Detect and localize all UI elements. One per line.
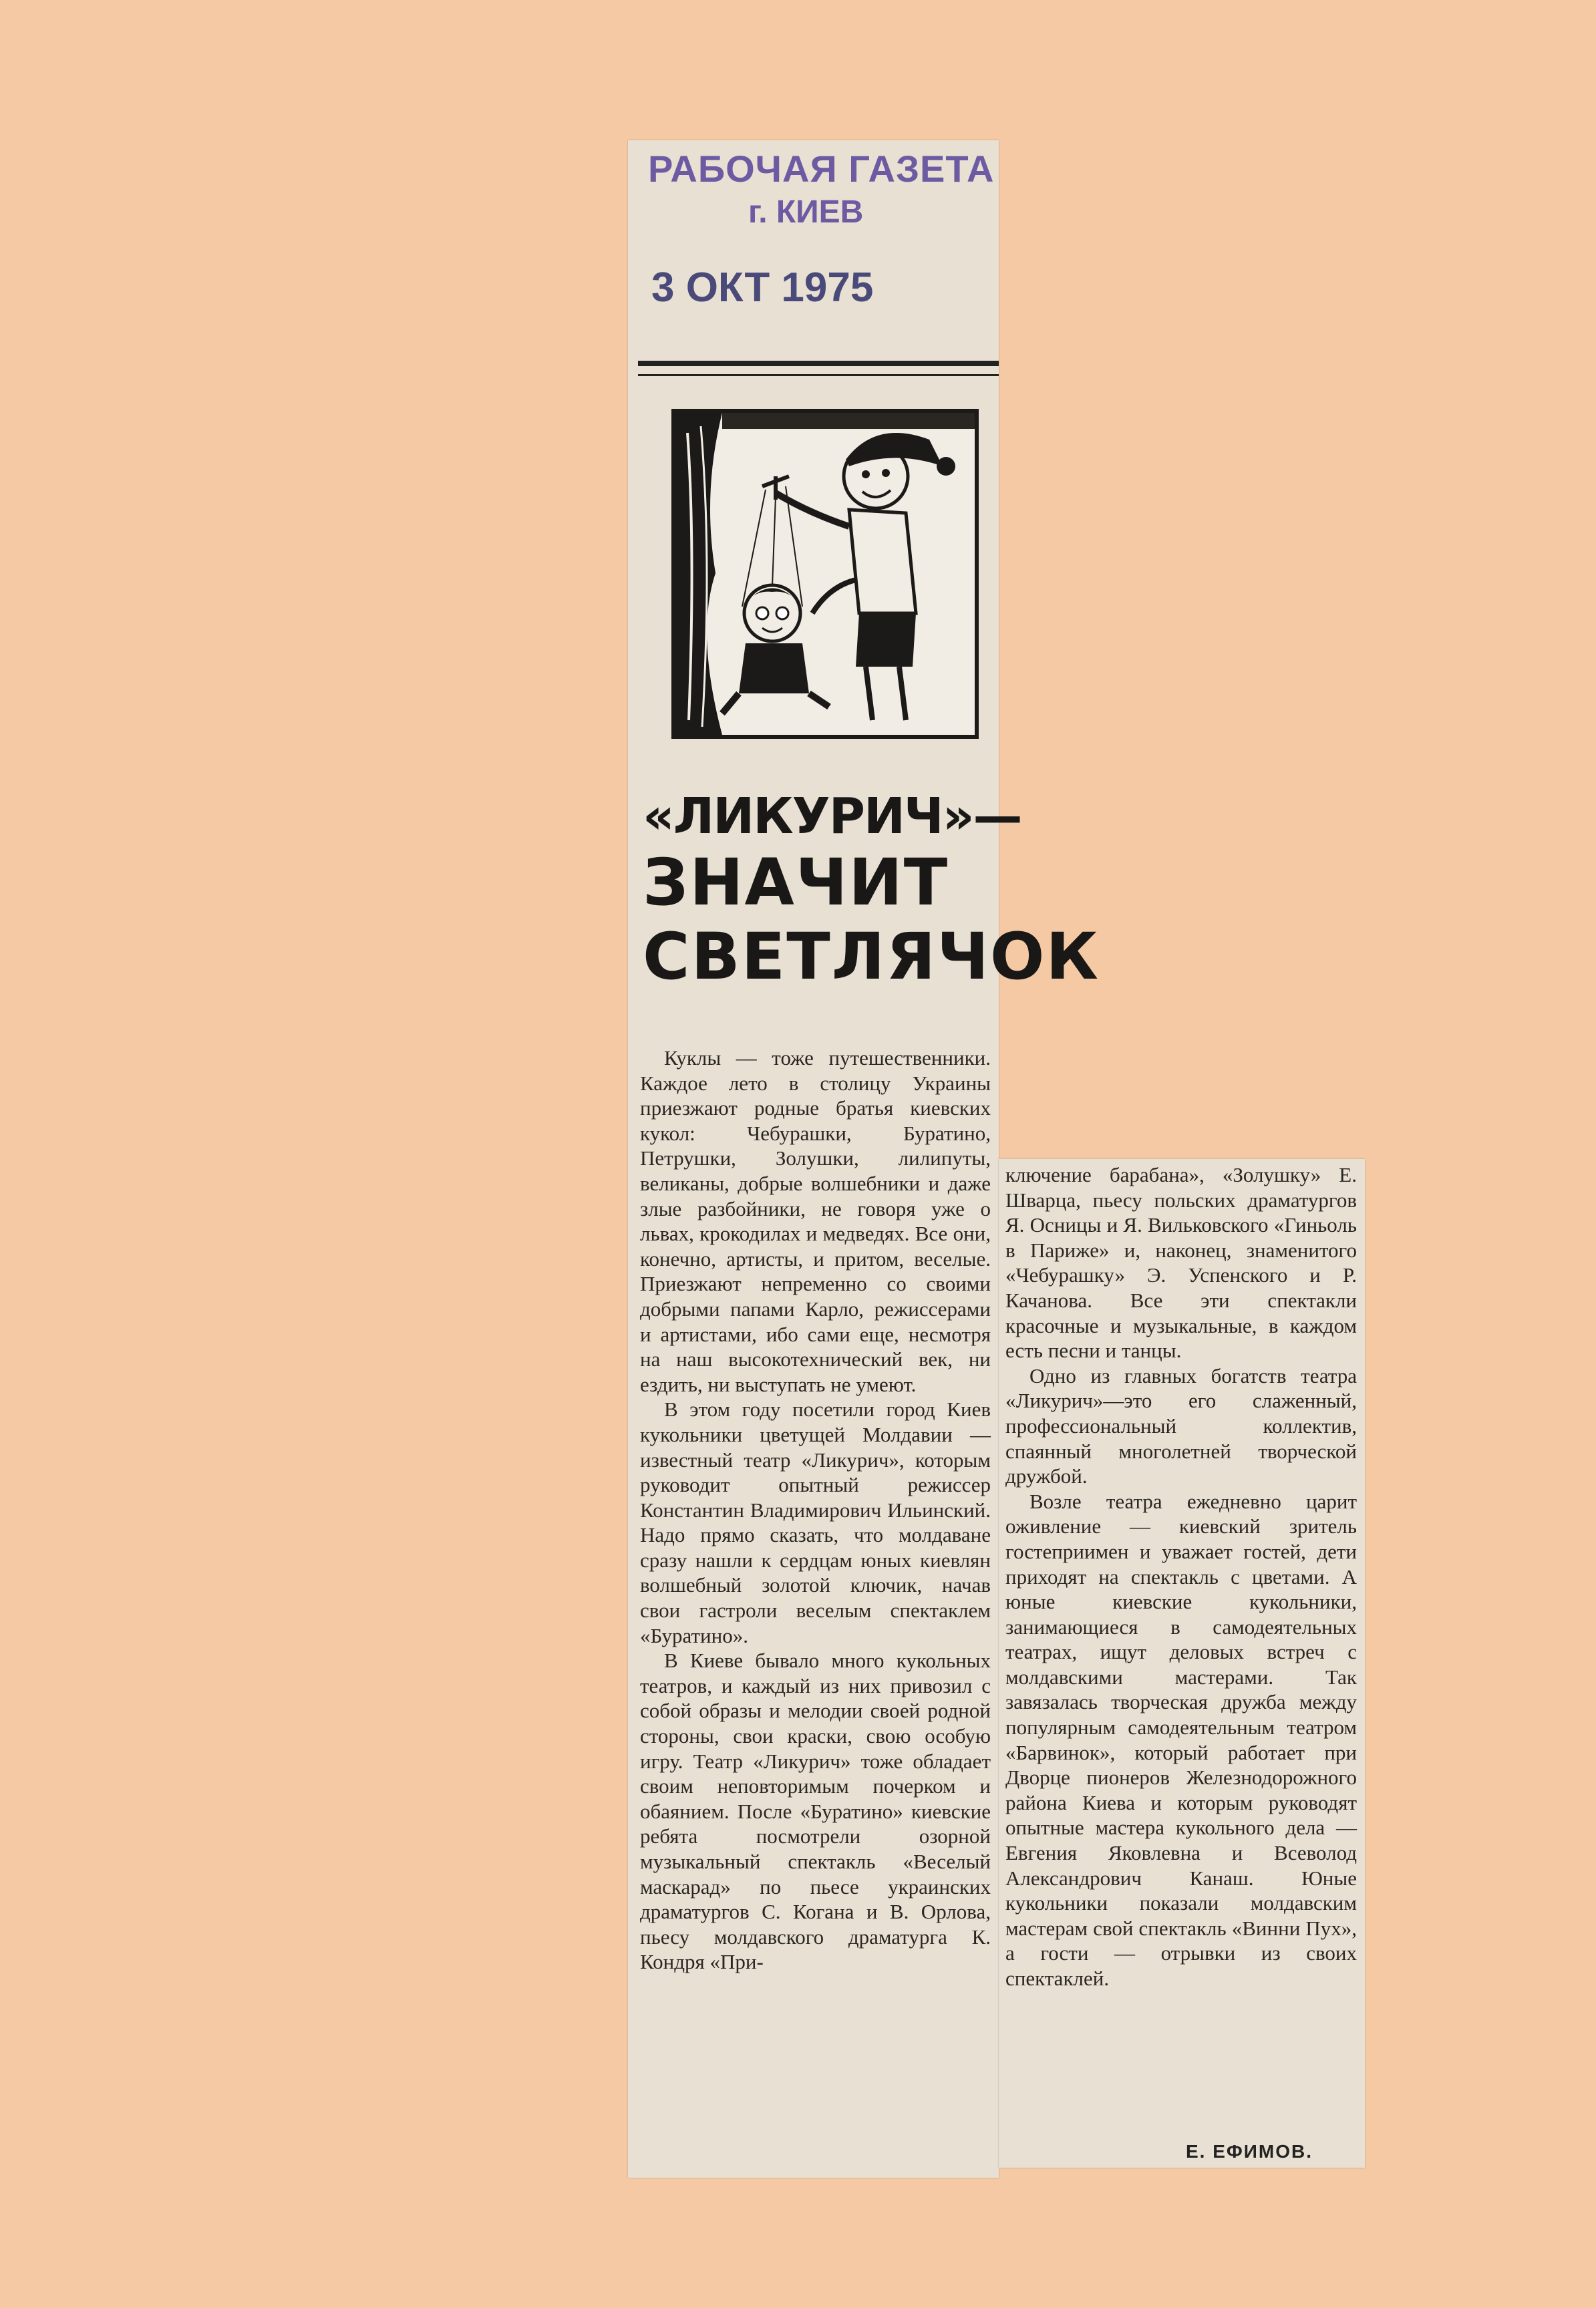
puppeteer-with-marionette-icon (675, 413, 975, 735)
header-rule-thin (638, 374, 999, 376)
paragraph: Куклы — тоже путешественники. Каждое лето в столицу Украины приезжают родные братья киевских кукол: Чебурашки, Буратино, Петрушки, Золушки, лилипуты, великаны, добрые волшебники и даже злые разбойники, не говоря уже о львах, крокодилах и медведях. Все они, конечно, артисты, и притом, веселые. Приезжают непременно со своими добрыми папами Карло, режиссерами и артистами, ибо сами еще, несмотря на наш высокотехнический век, ни ездить, ни выступать не умеют. (640, 1046, 991, 1396)
headline-line-3: СВЕТЛЯЧОК (643, 919, 1100, 995)
paragraph: Возле театра ежедневно царит оживление — киевский зритель гостеприимен и уважает гостей, дети приходят на спектакль с цветами. А юные киевские кукольники, занимающиеся в самодеятельных театрах, ищут деловых встреч с молдавскими мастерами. Так завязалась творческая дружба между популярным самодеятельным театром «Барвинок», который работает при Дворце пионеров Железнодорожного района Киева и которым руководят опытные мастера кукольного дела — Евгения Яковлевна и Всеволод Александрович Канаш. Юные кукольники показали молдавским мастерам свой спектакль «Винни Пух», а гости — отрывки из своих спектаклей. (1005, 1489, 1357, 1990)
stamp-city: г. КИЕВ (748, 194, 864, 230)
paragraph-continuation: ключение барабана», «Золушку» Е. Шварца, пьесу польских драматургов Я. Осницы и Я. Вильковского «Гиньоль в Париже» и, наконец, знаменитого «Чебурашку» Э. Успенского и Р. Качанова. Все эти спектакли красочные и музыкальные, в каждом есть песни и танцы. (1005, 1163, 1357, 1363)
header-rule (638, 361, 999, 366)
paragraph: В Киеве бывало много кукольных театров, и каждый из них привозил с собой образы и мелодии своей родной стороны, свои краски, свою особую игру. Театр «Ликурич» тоже обладает своим неповторимым почерком и обаянием. После «Буратино» киевские ребята посмотрели озорной музыкальный спектакль «Веселый маскарад» по пьесе украинских драматургов С. Когана и В. Орлова, пьесу молдавского драматурга К. Кондря «При- (640, 1649, 991, 1974)
article-headline (643, 788, 1100, 995)
headline-line-2: ЗНАЧИТ (643, 844, 949, 920)
stamp-date: 3 ОКТ 1975 (651, 265, 874, 311)
paragraph: В этом году посетили город Киев кукольники цветущей Молдавии — известный театр «Ликурич», которым руководит опытный режиссер Константин Владимирович Ильинский. Надо прямо сказать, что молдаване сразу нашли к сердцам юных киевлян волшебный золотой ключик, начав свои гастроли веселым спектаклем «Буратино». (640, 1397, 991, 1647)
stamp-newspaper-name: РАБОЧАЯ ГАЗЕТА (648, 148, 995, 190)
headline-line-1: «ЛИКУРИЧ»— (643, 788, 1021, 845)
paragraph: Одно из главных богатств театра «Ликурич»—это его слаженный, профессиональный коллектив, спаянный многолетней творческой дружбой. (1005, 1363, 1357, 1488)
puppeteer-illustration (671, 409, 979, 739)
article-column-left (640, 1045, 991, 1975)
article-column-right (1005, 1162, 1357, 1991)
article-author: Е. ЕФИМОВ. (1186, 2141, 1313, 2162)
